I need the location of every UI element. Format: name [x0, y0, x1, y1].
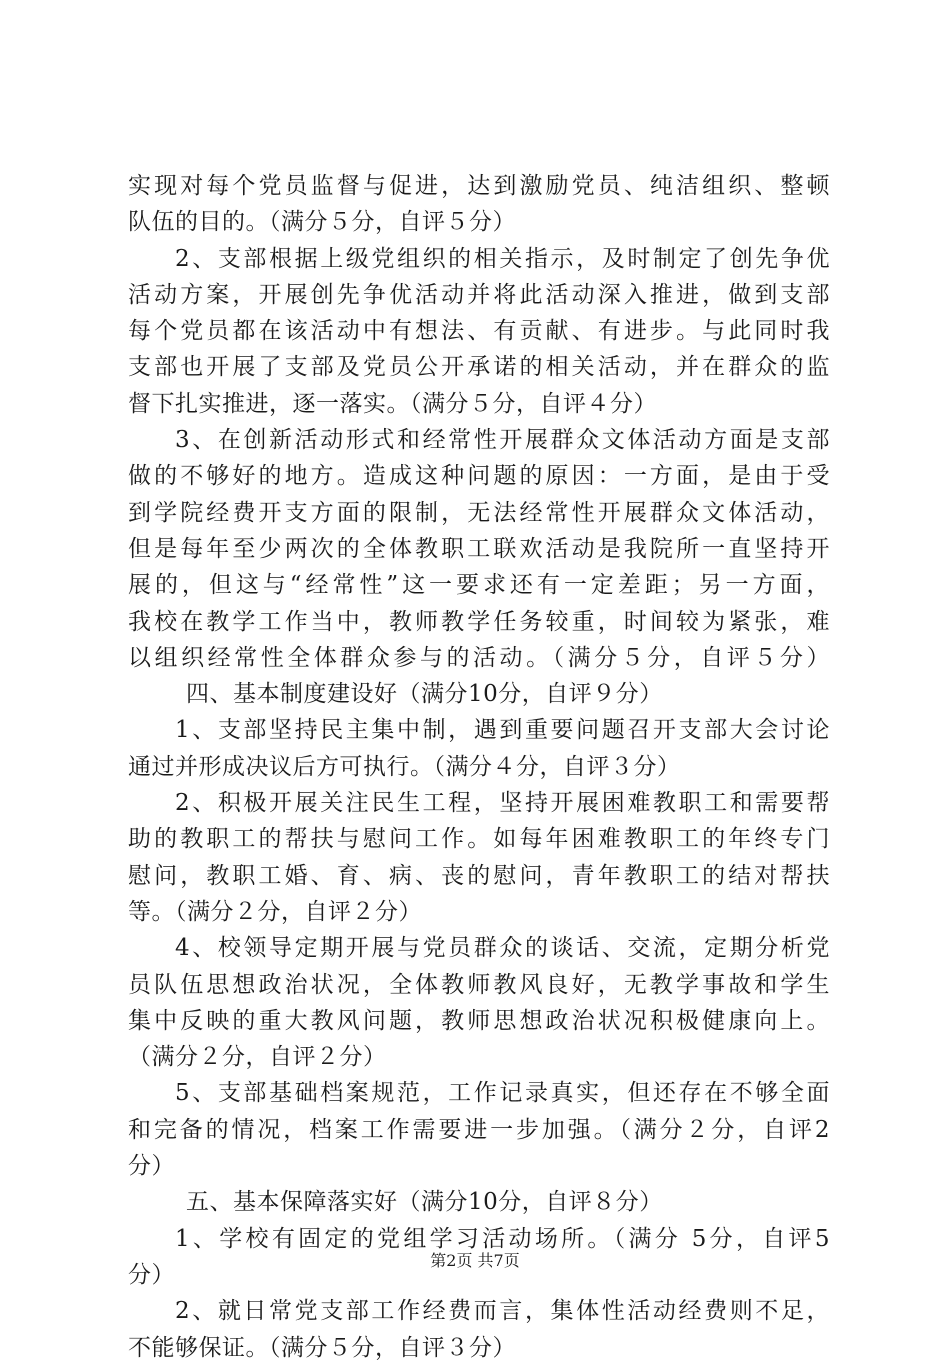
- text-line: 到学院经费开支方面的限制，无法经常性开展群众文体活动，: [128, 499, 830, 526]
- text-line: 等。（满分２分，自评２分）: [128, 898, 422, 925]
- text-line: 通过并形成决议后方可执行。（满分４分，自评３分）: [128, 753, 681, 780]
- text-line: 5、支部基础档案规范，工作记录真实，但还存在不够全面: [175, 1080, 830, 1107]
- text-line: 集中反映的重大教风问题，教师思想政治状况积极健康向上。: [128, 1007, 830, 1034]
- text-line: 2、就日常党支部工作经费而言，集体性活动经费则不足，: [175, 1298, 830, 1325]
- text-line: 队伍的目的。（满分５分，自评５分）: [128, 209, 516, 236]
- text-line: 3、在创新活动形式和经常性开展群众文体活动方面是支部: [175, 427, 830, 454]
- text-line: 做的不够好的地方。造成这种问题的原因：一方面，是由于受: [128, 463, 830, 490]
- text-line: 每个党员都在该活动中有想法、有贡献、有进步。与此同时我: [128, 318, 830, 345]
- text-line: 督下扎实推进，逐一落实。（满分５分，自评４分）: [128, 390, 657, 417]
- text-line: 1、支部坚持民主集中制，遇到重要问题召开支部大会讨论: [175, 717, 830, 744]
- text-line: 员队伍思想政治状况，全体教师教风良好，无教学事故和学生: [128, 971, 830, 998]
- text-line: 2、积极开展关注民生工程，坚持开展困难教职工和需要帮: [175, 790, 830, 817]
- page-footer: [0, 1248, 950, 1271]
- text-line: 展的，但这与“经常性”这一要求还有一定差距；另一方面，: [128, 572, 830, 599]
- text-line: 支部也开展了支部及党员公开承诺的相关活动，并在群众的监: [128, 354, 830, 381]
- text-line: 慰问，教职工婚、育、病、丧的慰问，青年教职工的结对帮扶: [128, 862, 830, 889]
- text-line: 但是每年至少两次的全体教职工联欢活动是我院所一直坚持开: [128, 535, 830, 562]
- text-line: 分）: [128, 1153, 175, 1180]
- text-line: 实现对每个党员监督与促进，达到激励党员、纯洁组织、整顿: [128, 173, 830, 199]
- text-line: 四、基本制度建设好（满分10分，自评９分）: [186, 681, 663, 708]
- text-line: 五、基本保障落实好（满分10分，自评８分）: [186, 1189, 663, 1216]
- page-number-label: 第2页 共7页: [430, 1251, 520, 1270]
- text-line: 助的教职工的帮扶与慰问工作。如每年困难教职工的年终专门: [128, 826, 830, 853]
- text-line: 不能够保证。（满分５分，自评３分）: [128, 1334, 516, 1361]
- text-line: 和完备的情况，档案工作需要进一步加强。（满分２分，自评2: [128, 1116, 830, 1143]
- text-line: 以组织经常性全体群众参与的活动。（满分５分，自评５分）: [128, 644, 830, 671]
- text-line: 活动方案，开展创先争优活动并将此活动深入推进，做到支部: [128, 281, 830, 308]
- text-line: （满分２分，自评２分）: [128, 1044, 387, 1071]
- text-line: 我校在教学工作当中，教师教学任务较重，时间较为紧张，难: [128, 608, 830, 635]
- text-line: 1、学校有固定的党组学习活动场所。（满分 5分，自评5: [175, 1225, 830, 1252]
- document-body: [128, 168, 830, 1366]
- text-line: 4、校领导定期开展与党员群众的谈话、交流，定期分析党: [175, 935, 830, 962]
- text-line: 分）: [128, 1261, 175, 1288]
- text-line: 2、支部根据上级党组织的相关指示，及时制定了创先争优: [175, 245, 830, 272]
